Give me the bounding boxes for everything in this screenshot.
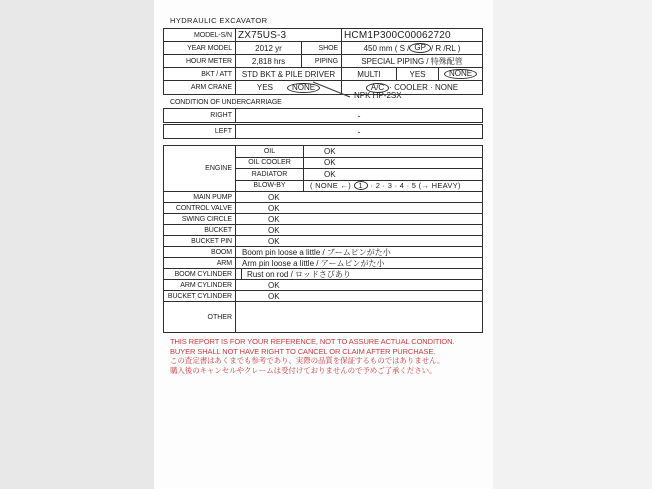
- table-row: [236, 146, 482, 158]
- blow-by-scale: [304, 181, 482, 192]
- circle-annotation: A/C: [366, 83, 389, 93]
- report-page: [154, 0, 493, 489]
- blow-by-suffix: · 2 · 3 · 4 · 5 (→ HEAVY): [370, 181, 461, 191]
- table-row: [164, 280, 482, 291]
- year-model-value: 2012 yr: [236, 42, 302, 55]
- page-title: HYDRAULIC EXCAVATOR: [170, 16, 268, 25]
- circle-annotation: 1: [354, 181, 367, 190]
- bucket-cylinder-label: BUCKET CYLINDER: [164, 291, 236, 301]
- table-row: [164, 192, 482, 203]
- annotation-line: [309, 80, 357, 100]
- engine-label: ENGINE: [164, 146, 236, 191]
- disclaimer: [170, 337, 454, 375]
- other-value: [236, 302, 482, 332]
- boom-value: Boom pin loose a little / ブームピンがた小: [242, 247, 391, 257]
- arm-crane-yes: YES: [256, 83, 273, 92]
- multi-yes: YES: [397, 68, 439, 80]
- multi-none: [439, 68, 482, 80]
- left-margin: [0, 0, 154, 489]
- main-pump-label: MAIN PUMP: [164, 192, 236, 202]
- table-row: [164, 258, 482, 269]
- arm-cylinder-value: OK: [268, 280, 280, 290]
- multi-cell: [342, 68, 482, 81]
- hour-meter-value: 2,818 hrs: [236, 55, 302, 68]
- arm-value: Arm pin loose a little / アームピンがた小: [242, 258, 385, 268]
- disclaimer-line: 購入後のキャンセルやクレームは受付けておりませんので予めご了承ください。: [170, 365, 437, 375]
- shoe-value: [342, 42, 482, 55]
- disclaimer-line: THIS REPORT IS FOR YOUR REFERENCE, NOT TO ASSURE ACTUAL CONDITION.: [170, 337, 455, 346]
- main-pump-value: OK: [268, 192, 280, 202]
- right-margin: [493, 0, 652, 489]
- ac-cooler-rest: · COOLER · NONE: [389, 83, 459, 92]
- engine-radiator-value: OK: [324, 169, 336, 179]
- undercarriage-table: [163, 108, 483, 139]
- blow-by-label: BLOW-BY: [236, 181, 304, 192]
- bkt-att-label: BKT / ATT: [164, 68, 236, 81]
- table-row: [164, 225, 482, 236]
- table-row: [164, 203, 482, 214]
- swing-circle-value: OK: [268, 214, 280, 224]
- shoe-value-suffix: / R /RL ): [430, 43, 461, 53]
- circle-annotation: NONE: [287, 83, 320, 93]
- table-row: [236, 181, 482, 192]
- table-row: [236, 158, 482, 170]
- hour-meter-label: HOUR METER: [164, 55, 236, 68]
- engine-oil-cooler-value: OK: [324, 158, 336, 168]
- disclaimer-line: BUYER SHALL NOT HAVE RIGHT TO CANCEL OR CLAIM AFTER PURCHASE.: [170, 346, 436, 356]
- table-row: [164, 247, 482, 258]
- table-row: [163, 108, 483, 123]
- boom-label: BOOM: [164, 247, 236, 257]
- table-row: [163, 124, 483, 139]
- swing-circle-label: SWING CIRCLE: [164, 214, 236, 224]
- undercarriage-left-label: LEFT: [164, 125, 236, 138]
- undercarriage-right-label: RIGHT: [164, 109, 236, 122]
- circle-annotation: GP: [409, 43, 431, 53]
- arm-cylinder-label: ARM CYLINDER: [164, 280, 236, 290]
- control-valve-value: OK: [268, 203, 280, 213]
- engine-oil-value: OK: [324, 146, 336, 156]
- bkt-att-value: STD BKT & PILE DRIVER: [236, 68, 342, 81]
- circle-annotation: NONE: [444, 69, 477, 79]
- shoe-value-prefix: 450 mm ( S /: [363, 43, 410, 53]
- blow-by-prefix: ( NONE ←): [310, 181, 352, 191]
- attachment-annotation: NPK HP-2SX: [354, 91, 402, 100]
- bucket-pin-label: BUCKET PIN: [164, 236, 236, 246]
- model-value: ZX75US-3: [236, 29, 342, 42]
- serial-value: HCM1P300C00062720: [342, 29, 482, 42]
- control-valve-label: CONTROL VALVE: [164, 203, 236, 213]
- bucket-label: BUCKET: [164, 225, 236, 235]
- table-row: [164, 269, 482, 280]
- undercarriage-heading: CONDITION OF UNDERCARRIAGE: [170, 99, 282, 106]
- arm-crane-label: ARM CRANE: [164, 81, 236, 94]
- table-row: [164, 214, 482, 225]
- bucket-cylinder-value: OK: [268, 291, 280, 301]
- table-row: [164, 291, 482, 302]
- piping-value: SPECIAL PIPING / 特殊配管: [342, 55, 482, 68]
- other-label: OTHER: [164, 302, 236, 332]
- inspection-table: [163, 145, 483, 333]
- shoe-label: SHOE: [302, 42, 342, 55]
- bucket-value: OK: [268, 225, 280, 235]
- bucket-pin-value: OK: [268, 236, 280, 246]
- table-row: [164, 302, 482, 332]
- disclaimer-line: この査定書はあくまでも参考であり、実際の品質を保証するものではありません。: [170, 356, 445, 365]
- year-model-label: YEAR MODEL: [164, 42, 236, 55]
- undercarriage-right-value: -: [357, 110, 361, 121]
- model-sn-label: MODEL-S/N: [164, 29, 236, 42]
- engine-oil-cooler-label: OIL COOLER: [236, 158, 304, 169]
- table-row: [164, 236, 482, 247]
- boom-cylinder-label: BOOM CYLINDER: [164, 269, 236, 279]
- arm-label: ARM: [164, 258, 236, 268]
- engine-oil-label: OIL: [236, 146, 304, 157]
- multi-label: MULTI: [342, 68, 397, 80]
- boom-cylinder-value: Rust on rod / ロッドさびあり: [236, 269, 482, 279]
- engine-section: [164, 146, 482, 192]
- table-row: [236, 169, 482, 181]
- piping-label: PIPING: [302, 55, 342, 68]
- undercarriage-left-value: -: [357, 126, 361, 137]
- engine-radiator-label: RADIATOR: [236, 169, 304, 180]
